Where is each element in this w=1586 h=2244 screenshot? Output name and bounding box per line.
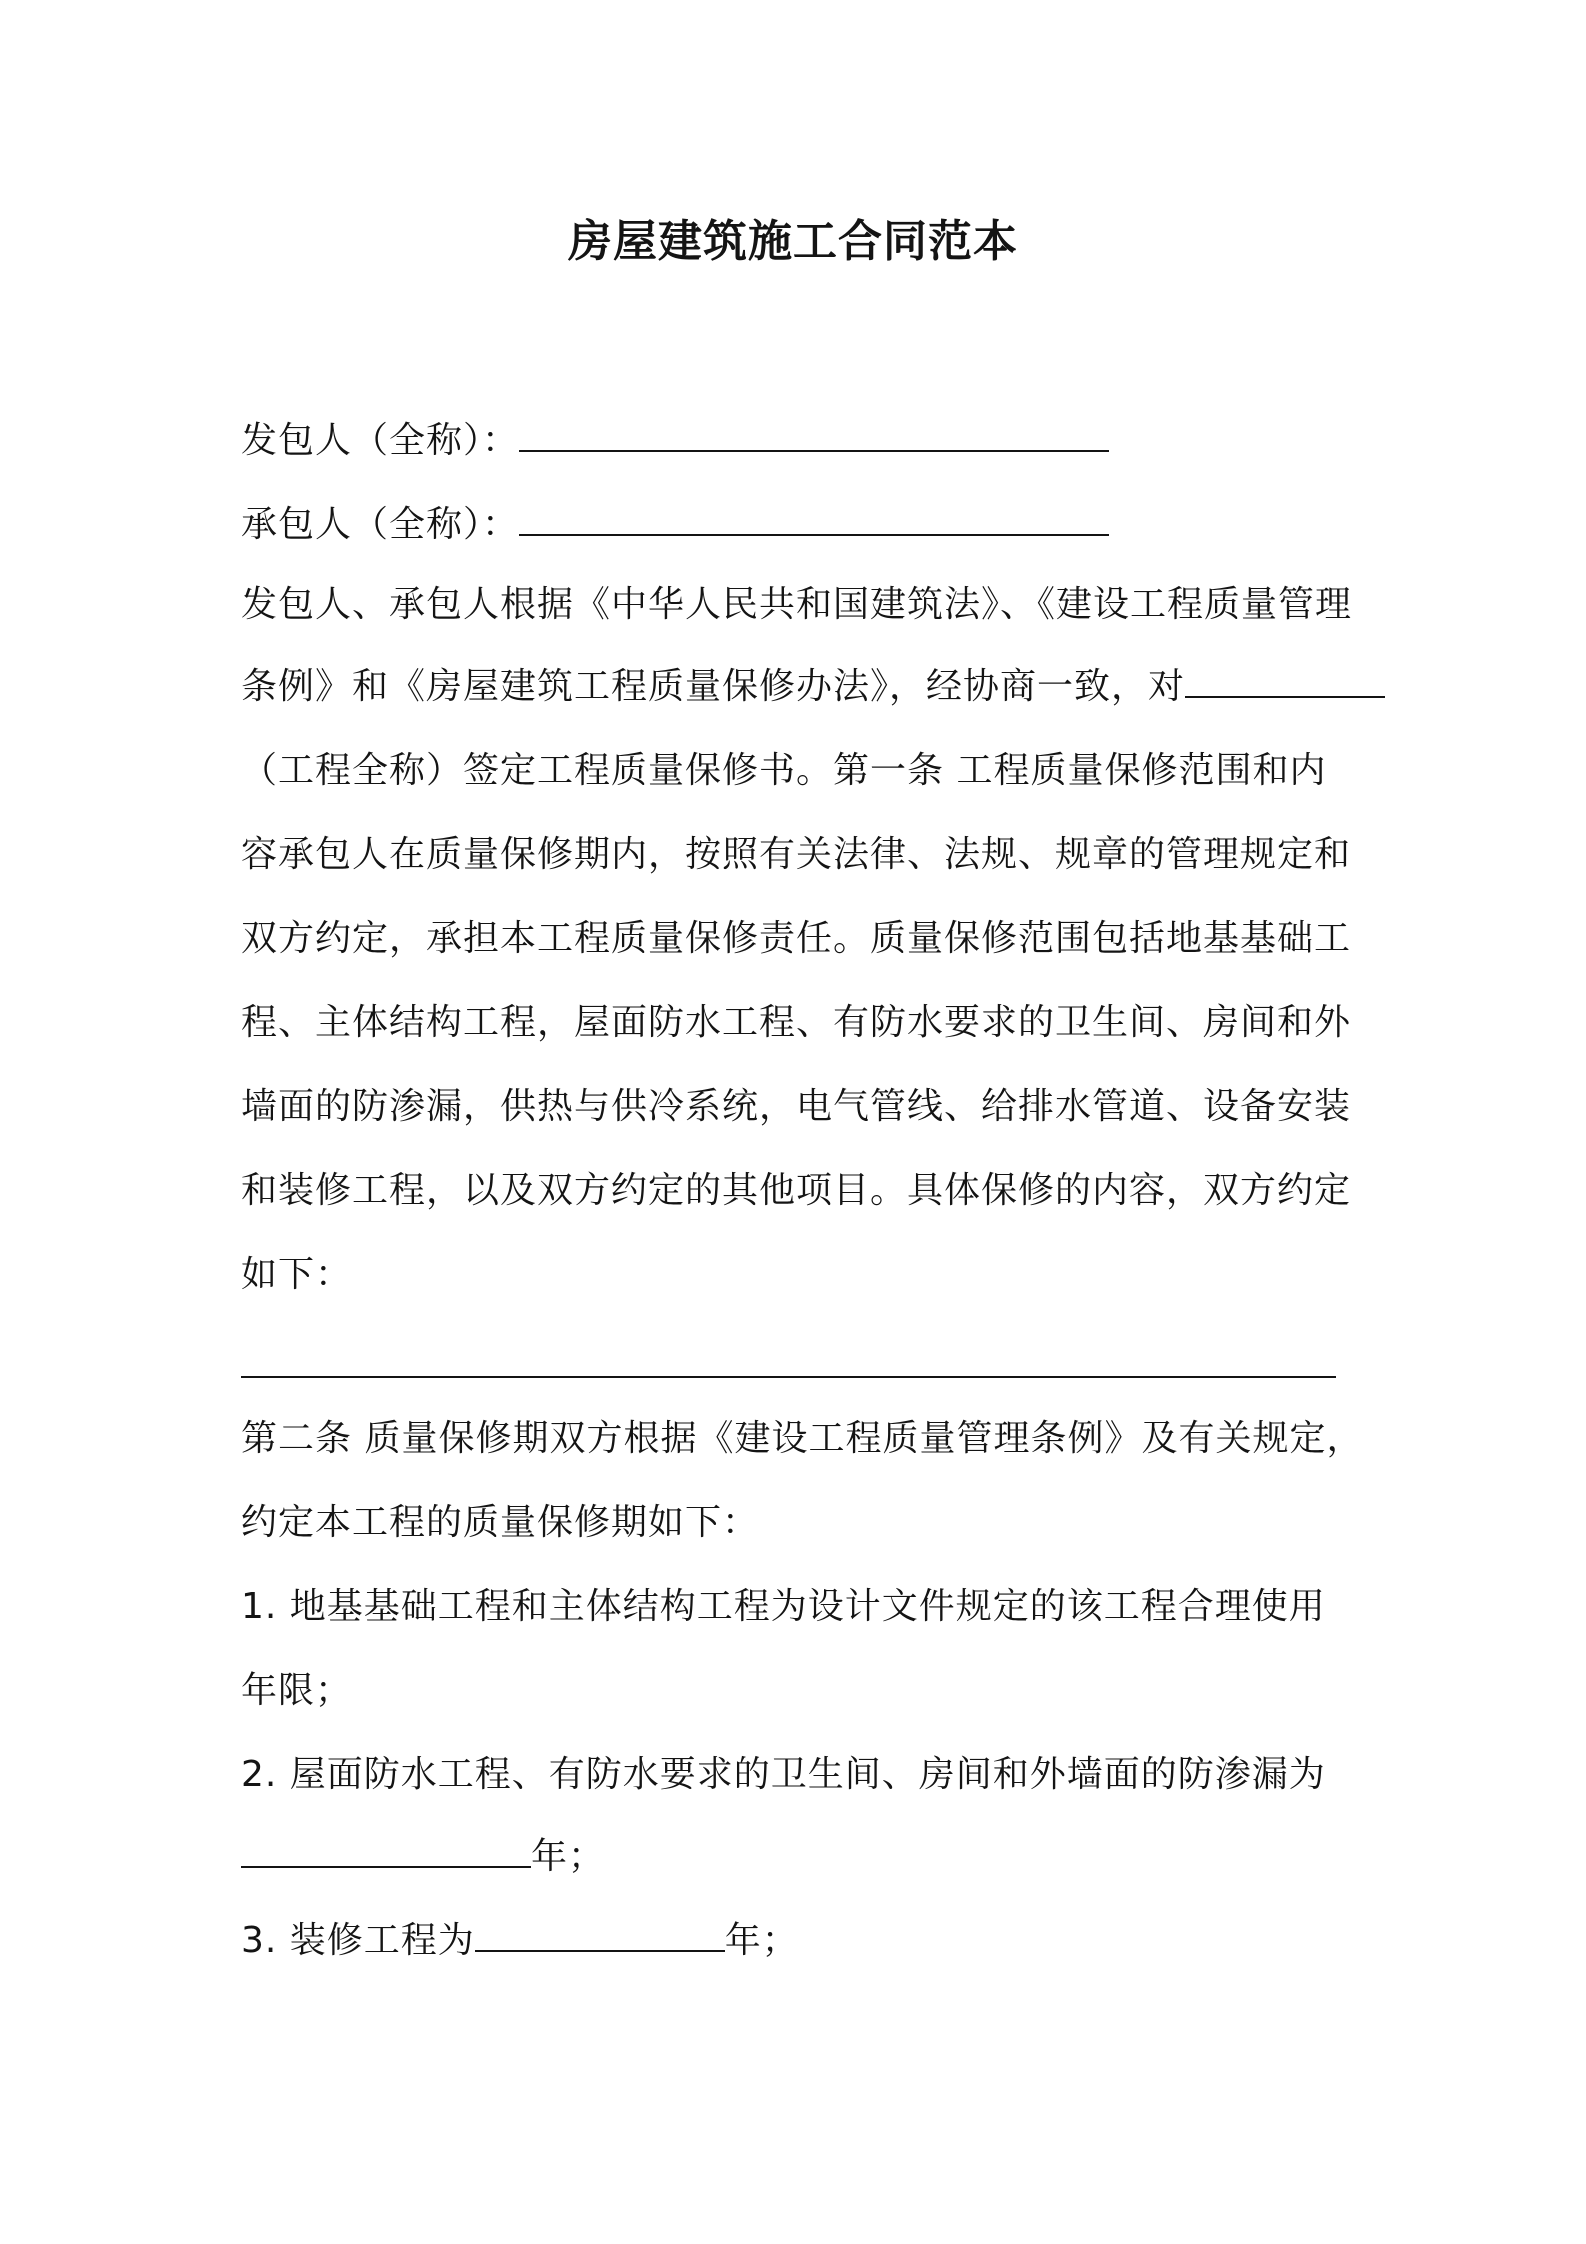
project-name-blank bbox=[1185, 662, 1385, 698]
years-suffix: 年； bbox=[531, 1836, 606, 1877]
body-line: 容承包人在质量保修期内，按照有关法律、法规、规章的管理规定和 bbox=[241, 834, 1352, 875]
body-line-with-blank bbox=[241, 662, 1385, 712]
body-line: 如下： bbox=[241, 1254, 353, 1295]
body-line: 墙面的防渗漏，供热与供冷系统，电气管线、给排水管道、设备安装 bbox=[241, 1086, 1352, 1127]
list-item bbox=[241, 1916, 799, 1966]
list-item-continuation: 年限； bbox=[241, 1670, 353, 1711]
document-title: 房屋建筑施工合同范本 bbox=[568, 216, 1018, 267]
employer-label: 发包人（全称）： bbox=[241, 420, 520, 461]
warranty-content-line bbox=[241, 1342, 1336, 1392]
list-item-continuation bbox=[241, 1832, 605, 1882]
body-line: 发包人、承包人根据《中华人民共和国建筑法》、《建设工程质量管理 bbox=[241, 584, 1353, 625]
contractor-name-line bbox=[241, 500, 1109, 550]
list-item-text: 3. 装修工程为 bbox=[241, 1920, 475, 1961]
body-line: 和装修工程，以及双方约定的其他项目。具体保修的内容，双方约定 bbox=[241, 1170, 1352, 1211]
warranty-content-blank bbox=[241, 1342, 1336, 1378]
waterproof-years-blank bbox=[241, 1832, 531, 1868]
decoration-years-blank bbox=[475, 1916, 725, 1952]
body-line: 双方约定，承担本工程质量保修责任。质量保修范围包括地基基础工 bbox=[241, 918, 1352, 959]
contractor-label: 承包人（全称）： bbox=[241, 504, 520, 545]
employer-name-blank bbox=[519, 416, 1109, 452]
body-line-text: 条例》和《房屋建筑工程质量保修办法》，经协商一致，对 bbox=[241, 666, 1186, 707]
list-item: 1. 地基基础工程和主体结构工程为设计文件规定的该工程合理使用 bbox=[241, 1586, 1326, 1627]
list-item: 2. 屋面防水工程、有防水要求的卫生间、房间和外墙面的防渗漏为 bbox=[241, 1754, 1326, 1795]
contractor-name-blank bbox=[519, 500, 1109, 536]
employer-name-line bbox=[241, 416, 1109, 466]
body-line: 第二条 质量保修期双方根据《建设工程质量管理条例》及有关规定， bbox=[241, 1418, 1364, 1459]
body-line: （工程全称）签定工程质量保修书。第一条 工程质量保修范围和内 bbox=[241, 750, 1327, 791]
body-line: 程、主体结构工程，屋面防水工程、有防水要求的卫生间、房间和外 bbox=[241, 1002, 1352, 1043]
body-line: 约定本工程的质量保修期如下： bbox=[241, 1502, 760, 1543]
years-suffix: 年； bbox=[724, 1920, 799, 1961]
